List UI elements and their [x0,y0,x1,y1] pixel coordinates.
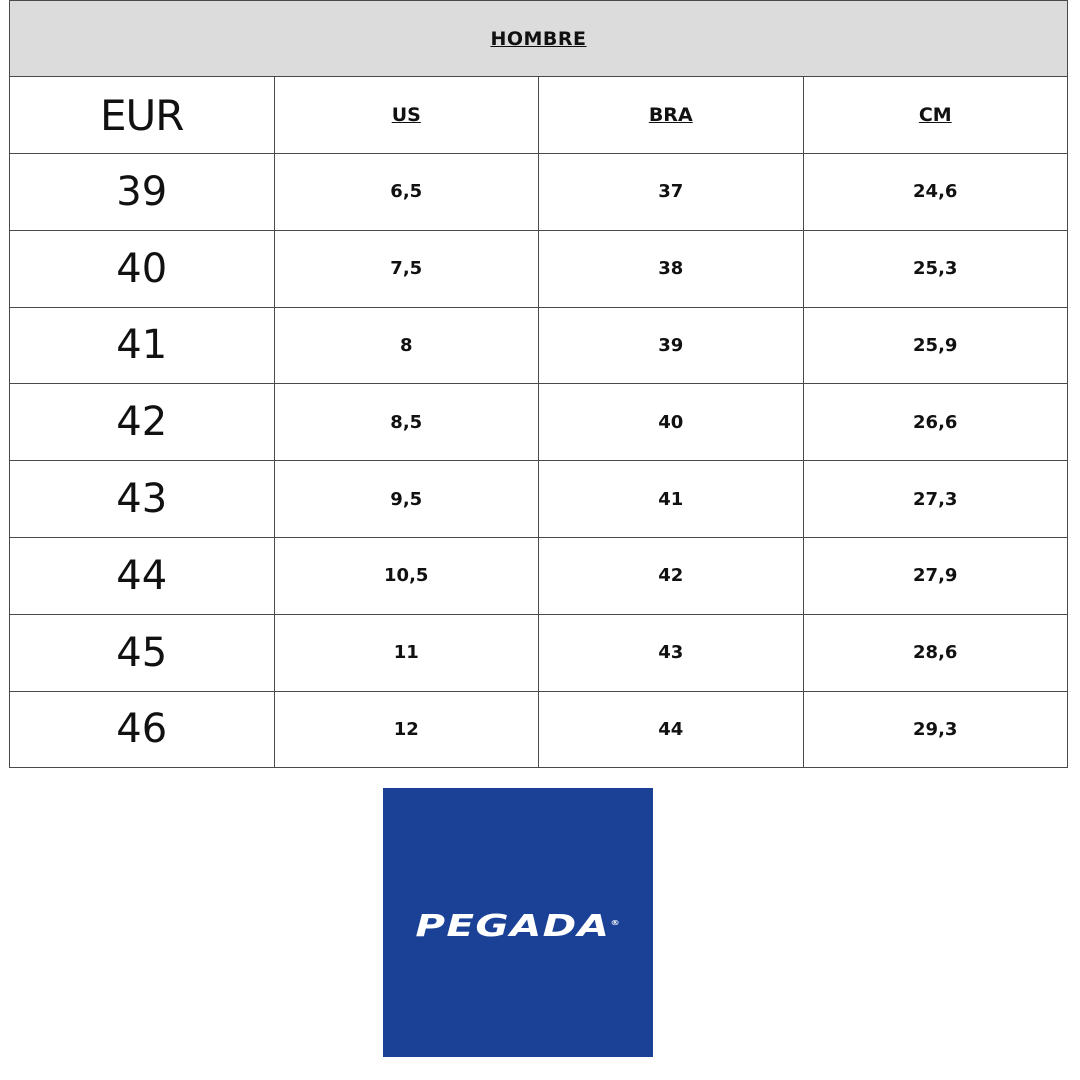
cell-bra: 40 [539,384,804,461]
column-header-us: US [274,77,539,154]
cell-us: 8,5 [274,384,539,461]
cell-bra: 43 [539,614,804,691]
table-row [10,691,1068,768]
table-row [10,461,1068,538]
cell-us: 8 [274,307,539,384]
table-row [10,230,1068,307]
column-header-eur: EUR [10,77,275,154]
cell-eur: 41 [10,307,275,384]
column-header-bra: BRA [539,77,804,154]
table-header-row [10,77,1068,154]
cell-cm: 26,6 [803,384,1068,461]
cell-eur: 44 [10,537,275,614]
cell-bra: 42 [539,537,804,614]
cell-us: 9,5 [274,461,539,538]
table-row [10,384,1068,461]
cell-eur: 43 [10,461,275,538]
table-row [10,537,1068,614]
table-title-row [10,1,1068,77]
cell-eur: 45 [10,614,275,691]
cell-bra: 37 [539,154,804,231]
logo-text: PEGADA [415,909,611,944]
size-chart-table [9,0,1068,768]
registered-mark: ® [610,919,621,927]
cell-cm: 27,3 [803,461,1068,538]
logo-wordmark [415,909,621,944]
cell-cm: 25,3 [803,230,1068,307]
cell-us: 11 [274,614,539,691]
cell-cm: 25,9 [803,307,1068,384]
cell-bra: 41 [539,461,804,538]
cell-bra: 39 [539,307,804,384]
cell-cm: 28,6 [803,614,1068,691]
cell-us: 7,5 [274,230,539,307]
cell-eur: 42 [10,384,275,461]
cell-bra: 44 [539,691,804,768]
cell-us: 12 [274,691,539,768]
table-row [10,614,1068,691]
cell-cm: 24,6 [803,154,1068,231]
cell-cm: 29,3 [803,691,1068,768]
pegada-logo [383,788,653,1057]
table-row [10,154,1068,231]
column-header-cm: CM [803,77,1068,154]
cell-bra: 38 [539,230,804,307]
cell-eur: 39 [10,154,275,231]
cell-cm: 27,9 [803,537,1068,614]
table-title: HOMBRE [10,1,1068,77]
table-row [10,307,1068,384]
cell-eur: 40 [10,230,275,307]
cell-us: 6,5 [274,154,539,231]
cell-us: 10,5 [274,537,539,614]
cell-eur: 46 [10,691,275,768]
